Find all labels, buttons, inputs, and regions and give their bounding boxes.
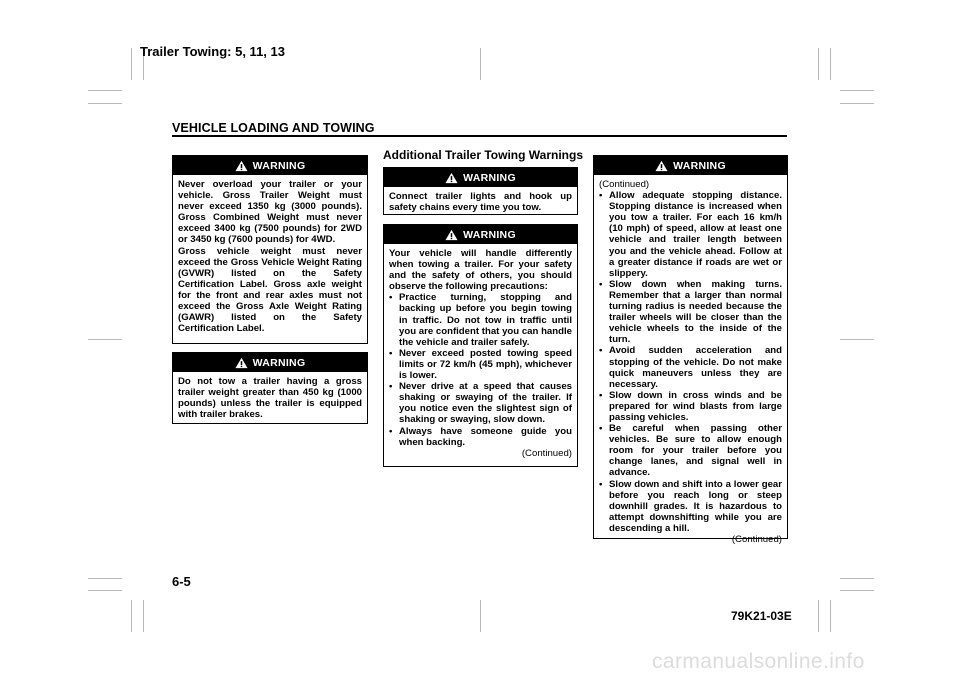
warning-header <box>173 156 367 175</box>
warning-body <box>173 372 367 424</box>
warning-bullet: • Slow down when making turns. Remember that a larger than normal turning radius is needed because the trailer wheels will be closer than the vehicle wheels to the inside of the turn. <box>599 279 782 346</box>
continued-note: (Continued) <box>521 447 572 459</box>
document-code: 79K21-03E <box>731 609 792 623</box>
crop-mark <box>131 48 132 80</box>
warning-intro: Your vehicle will handle differently when towing a trailer. For your safety and the safety of others, you should observe the following precautions: <box>389 248 572 293</box>
warning-header <box>384 168 577 187</box>
warning-body <box>173 175 367 338</box>
warning-bullet: • Slow down in cross winds and be prepared for wind blasts from large passing vehicles. <box>599 390 782 423</box>
crop-mark <box>88 590 122 591</box>
crop-mark <box>818 600 819 632</box>
warning-paragraph: Never overload your trailer or your vehicle. Gross Trailer Weight must never exceed 1350 kg (3000 pounds). Gross Combined Weight must never exceed 3400 kg (7500 pounds) for 2WD or 3450 kg (7600 pounds) for 4WD. <box>178 179 362 246</box>
warning-paragraph: Gross vehicle weight must never exceed the Gross Vehicle Weight Rating (GVWR) listed on the Safety Certification Label. Gross axle weight for the front and rear axles must not exceed the Gross Axle Weight Rating (GAWR) listed on the Safety Certification Label. <box>178 245 362 335</box>
header-rule <box>172 135 787 137</box>
warning-body <box>594 175 787 549</box>
warning-header <box>384 225 577 244</box>
warning-box-overload <box>172 155 368 344</box>
warning-paragraph: Connect trailer lights and hook up safety chains every time you tow. <box>389 191 572 214</box>
warning-box-lights-chains <box>383 167 578 215</box>
crop-mark <box>143 600 144 632</box>
header-note: Trailer Towing: 5, 11, 13 <box>140 44 285 59</box>
warning-bullet-list <box>599 190 782 534</box>
warning-label: WARNING <box>463 171 516 184</box>
crop-mark <box>840 590 874 591</box>
warning-label: WARNING <box>252 356 306 369</box>
warning-box-driving-precautions <box>593 155 788 545</box>
watermark: carmanualsonline.info <box>652 650 865 673</box>
warning-bullet: • Be careful when passing other vehicles. Be sure to allow enough room for your trailer before you change lanes, and signal well in advance. <box>599 423 782 478</box>
crop-mark <box>88 103 122 104</box>
warning-body <box>384 187 577 217</box>
crop-mark <box>840 578 874 579</box>
warning-bullet: • Never drive at a speed that causes shaking or swaying of the trailer. If you notice even the slightest sign of shaking or swaying, slow down. <box>389 381 572 425</box>
warning-bullet-list <box>389 292 572 447</box>
warning-bullet: • Allow adequate stopping distance. Stopping distance is increased when you tow a trailer. For each 16 km/h (10 mph) of speed, allow at least one vehicle and trailer length between you and the vehicle ahead. Follow at a greater distance if roads are wet or slippery. <box>599 190 782 279</box>
crop-mark <box>480 600 481 632</box>
warning-label: WARNING <box>673 159 726 172</box>
crop-mark <box>88 578 122 579</box>
crop-mark <box>840 90 874 91</box>
warning-label: WARNING <box>463 228 516 241</box>
warning-triangle-icon <box>445 172 458 184</box>
continued-note: (Continued) <box>731 534 782 545</box>
page-number: 6-5 <box>172 574 191 589</box>
warning-bullet: • Avoid sudden acceleration and stopping of the vehicle. Do not make quick maneuvers unless they are necessary. <box>599 345 782 389</box>
crop-mark <box>480 48 481 80</box>
warning-box-handling <box>383 224 578 467</box>
crop-mark <box>88 90 122 91</box>
continued-from-note: (Continued) <box>599 179 650 190</box>
crop-mark <box>830 48 831 80</box>
warning-paragraph: Do not tow a trailer having a gross trailer weight greater than 450 kg (1000 pounds) unless the trailer is equipped with trailer brakes. <box>178 376 362 421</box>
warning-triangle-icon <box>445 229 458 241</box>
crop-mark <box>131 600 132 632</box>
column-heading: Additional Trailer Towing Warnings <box>383 148 584 162</box>
section-title: VEHICLE LOADING AND TOWING <box>172 121 375 135</box>
crop-mark <box>840 103 874 104</box>
crop-mark <box>88 339 122 340</box>
crop-mark <box>830 600 831 632</box>
warning-bullet: • Always have someone guide you when backing. <box>389 426 572 448</box>
warning-bullet: • Slow down and shift into a lower gear before you reach long or steep downhill grades. It is hazardous to attempt downshifting while you are descending a hill. <box>599 479 782 534</box>
warning-label: WARNING <box>252 159 306 172</box>
warning-header <box>594 156 787 175</box>
warning-body <box>384 244 577 463</box>
warning-header <box>173 353 367 372</box>
warning-bullet: • Never exceed posted towing speed limits or 72 km/h (45 mph), whichever is lower. <box>389 348 572 381</box>
warning-triangle-icon <box>235 160 248 172</box>
warning-triangle-icon <box>235 357 248 369</box>
warning-bullet: • Practice turning, stopping and backing up before you begin towing in traffic. Do not tow in traffic until you are confident that you can handle the vehicle and trailer safely. <box>389 292 572 347</box>
crop-mark <box>840 339 874 340</box>
warning-triangle-icon <box>655 160 668 172</box>
crop-mark <box>818 48 819 80</box>
warning-box-trailer-brakes <box>172 352 368 424</box>
